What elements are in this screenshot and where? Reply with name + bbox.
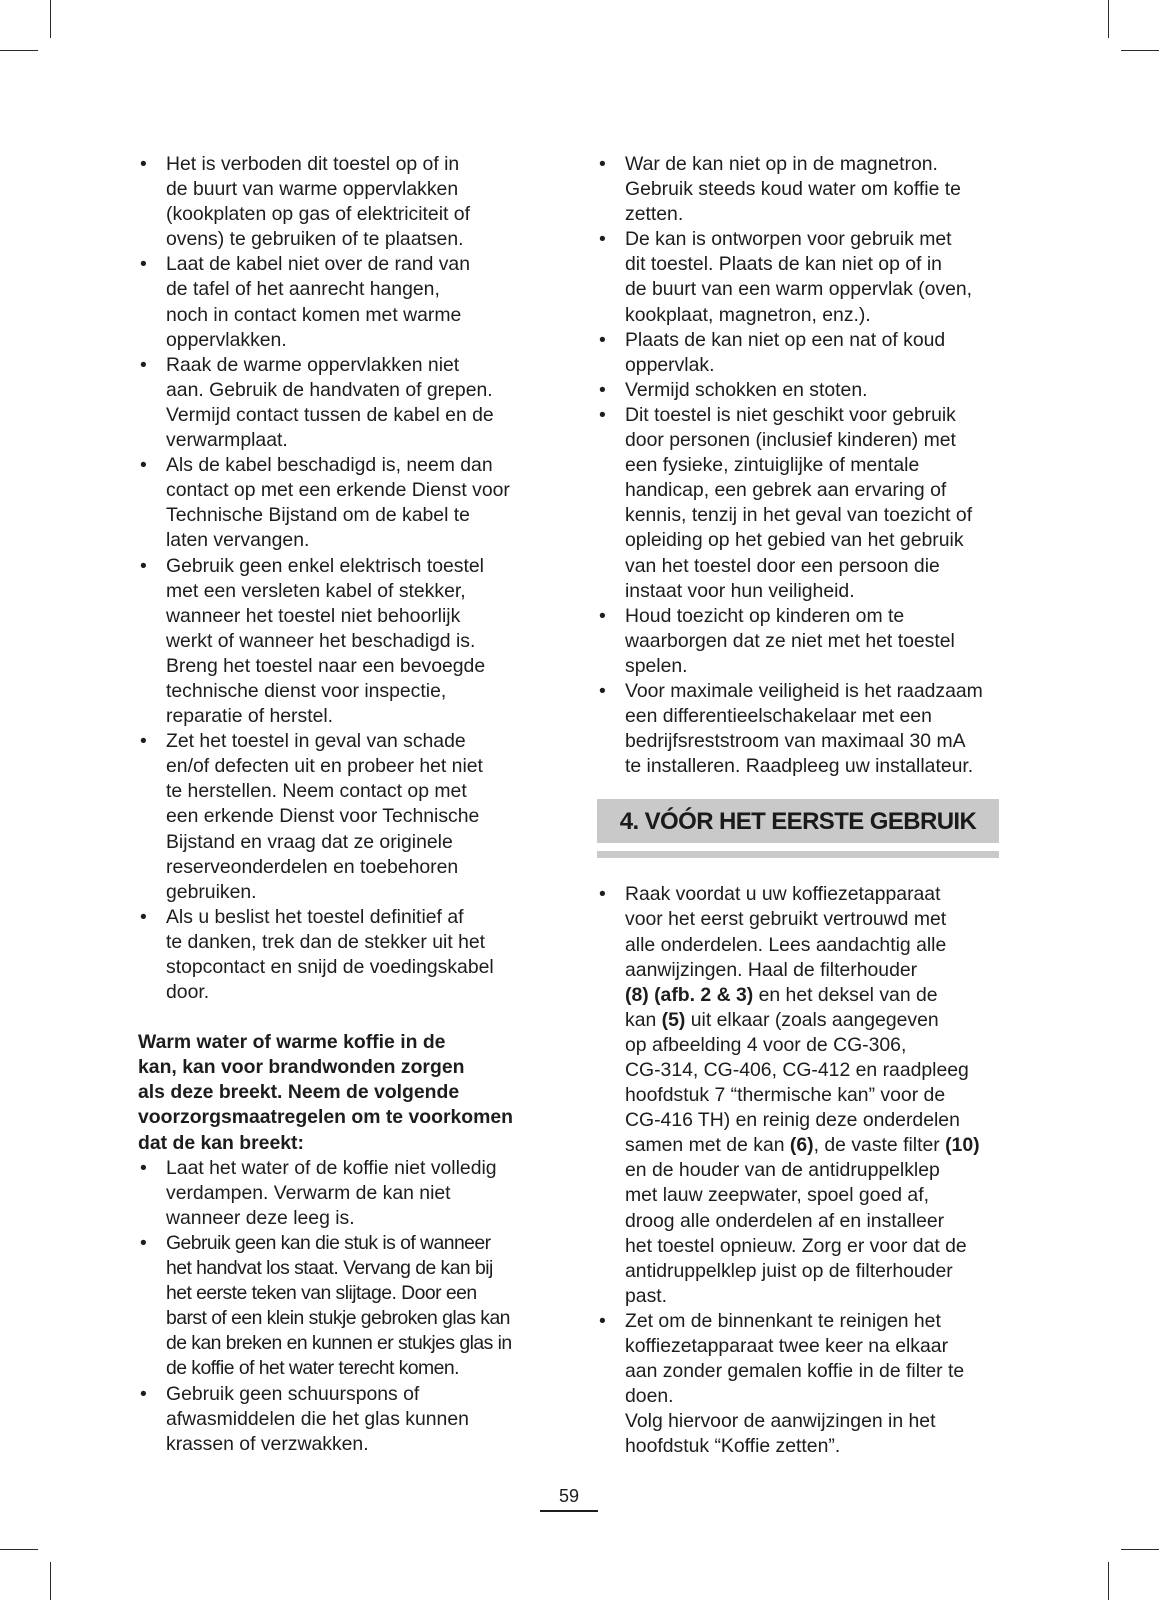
crop-mark — [1121, 50, 1159, 51]
step-text: uit elkaar (zoals aangegeven op afbeelding 4 voor de CG-306, CG-314, CG-406, CG-412 en raadpleeg hoofdstuk 7 “thermische kan” voor de CG-416 TH) en reinig deze onderdelen samen met de kan — [625, 1008, 969, 1157]
list-item: • Voor maximale veiligheid is het raadzaam een differentieelschakelaar met een bedrijfsreststroom van maximaal 30 mA te installeren. Raadpleeg uw installateur. — [597, 679, 1007, 779]
list-item: • Als de kabel beschadigd is, neem dan contact op met een erkende Dienst voor Technische Bijstand om de kabel te laten vervangen. — [138, 453, 538, 553]
warning-paragraph: Warm water of warme koffie in de kan, kan voor brandwonden zorgen als deze breekt. Neem de volgende voorzorgsmaatregelen om te voorkomen dat de kan breekt: — [138, 1031, 513, 1154]
crop-mark — [1108, 1562, 1109, 1600]
list-item: • De kan is ontworpen voor gebruik met dit toestel. Plaats de kan niet op of in de buurt van een warm oppervlak (oven, kookplaat, magnetron, enz.). — [597, 227, 1007, 327]
list-item — [597, 882, 1007, 1309]
list-item: • Raak de warme oppervlakken niet aan. Gebruik de handvaten of grepen. Vermijd contact tussen de kabel en de verwarmplaat. — [138, 353, 538, 453]
left-column — [138, 152, 538, 1457]
page-number: 59 — [558, 1486, 580, 1506]
safety-list — [138, 152, 538, 1005]
step-text: Raak voordat u uw koffiezetapparaat voor het eerst gebruikt vertrouwd met alle onderdelen. Lees aandachtig alle aanwijzingen. Haal de filterhouder — [625, 883, 947, 981]
list-item: • Gebruik geen schuurspons of afwasmiddelen die het glas kunnen krassen of verzwakken. — [138, 1382, 538, 1457]
section-heading-text: 4. VÓÓR HET EERSTE GEBRUIK — [619, 807, 977, 835]
list-item: • Gebruik geen enkel elektrisch toestel met een versleten kabel of stekker, wanneer het toestel niet behoorlijk werkt of wanneer het beschadigd is. Breng het toestel naar een bevoegde technische dienst voor inspectie, reparatie of herstel. — [138, 554, 538, 730]
section-heading — [597, 799, 999, 843]
list-item: • Vermijd schokken en stoten. — [597, 378, 1007, 403]
page-number-rule — [540, 1510, 598, 1512]
step-ref: (10) — [945, 1134, 980, 1157]
right-column — [597, 152, 1007, 1460]
step-text: en het deksel van de kan — [625, 983, 938, 1031]
section-divider — [597, 851, 999, 858]
list-item: • Zet om de binnenkant te reinigen het koffiezetapparaat twee keer na elkaar aan zonder gemalen koffie in de filter te doen. Volg hiervoor de aanwijzingen in het hoofdstuk “Koffie zetten”. — [597, 1309, 1007, 1460]
list-item: • Zet het toestel in geval van schade en/of defecten uit en probeer het niet te herstellen. Neem contact op met een erkende Dienst voor Technische Bijstand en vraag dat ze originele reserveonderdelen en toebehoren gebruiken. — [138, 729, 538, 905]
list-item: • Het is verboden dit toestel op of in de buurt van warme oppervlakken (kookplaten op gas of elektriciteit of ovens) te gebruiken of te plaatsen. — [138, 152, 538, 252]
carafe-list — [597, 152, 1007, 779]
first-use-list — [597, 882, 1007, 1459]
carafe-precautions-list — [138, 1156, 538, 1457]
step-text: en de houder van de antidruppelklep met lauw zeepwater, spoel goed af, droog alle onderdelen af en installeer het toestel opnieuw. Zorg er voor dat de antidruppelklep juist op de filterhouder past. — [625, 1159, 967, 1307]
list-item: • Laat het water of de koffie niet volledig verdampen. Verwarm de kan niet wanneer deze leeg is. — [138, 1156, 538, 1231]
crop-mark — [50, 1562, 51, 1600]
list-item: • Gebruik geen kan die stuk is of wanneer het handvat los staat. Vervang de kan bij het eerste teken van slijtage. Door een barst of een klein stukje gebroken glas kan de kan breken en kunnen er stukjes glas in de koffie of het water terecht komen. — [138, 1231, 538, 1382]
list-item: • Plaats de kan niet op een nat of koud oppervlak. — [597, 328, 1007, 378]
crop-mark — [0, 1549, 38, 1550]
step-ref: (6) — [789, 1134, 814, 1157]
crop-mark — [50, 0, 51, 38]
crop-mark — [0, 50, 38, 51]
crop-mark — [1108, 0, 1109, 38]
list-item: • Houd toezicht op kinderen om te waarborgen dat ze niet met het toestel spelen. — [597, 604, 1007, 679]
step-ref: (5) — [661, 1008, 686, 1031]
list-item: • War de kan niet op in de magnetron. Gebruik steeds koud water om koffie te zetten. — [597, 152, 1007, 227]
step-text: , de vaste filter — [813, 1134, 946, 1157]
list-item: • Als u beslist het toestel definitief af te danken, trek dan de stekker uit het stopcontact en snijd de voedingskabel door. — [138, 905, 538, 1005]
crop-mark — [1121, 1549, 1159, 1550]
list-item: • Laat de kabel niet over de rand van de tafel of het aanrecht hangen, noch in contact komen met warme oppervlakken. — [138, 252, 538, 352]
step-ref: (8) (afb. 2 & 3) — [625, 983, 754, 1006]
list-item: • Dit toestel is niet geschikt voor gebruik door personen (inclusief kinderen) met een fysieke, zintuiglijke of mentale handicap, een gebrek aan ervaring of kennis, tenzij in het geval van toezicht of opleiding op het gebied van het gebruik van het toestel door een persoon die instaat voor hun veiligheid. — [597, 403, 1007, 604]
